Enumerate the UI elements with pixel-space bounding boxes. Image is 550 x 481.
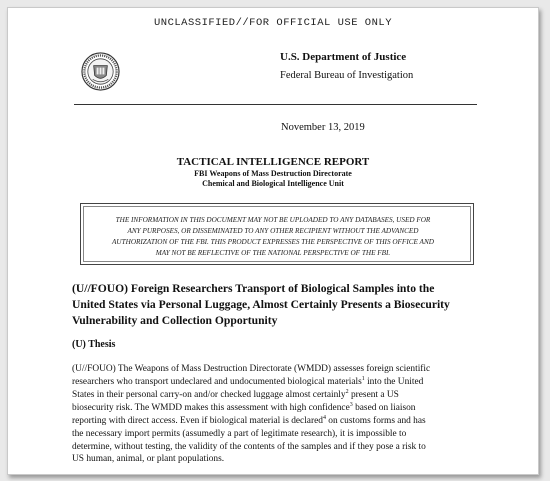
thesis-line: biosecurity risk. The WMDD makes this assessment with high confidence$^3$ based on liaison [72,401,416,413]
department-name: U.S. Department of Justice [280,51,407,63]
header-divider [74,104,477,105]
warning-line: AUTHORIZATION OF THE FBI. THIS PRODUCT EXPRESSES THE PERSPECTIVE OF THIS OFFICE AND [112,238,434,246]
headline-line: United States via Personal Luggage, Almost Certainly Presents a Biosecurity [72,298,450,311]
thesis-line: States in their personal carry-on and/or checked luggage almost certainly$^2$ present a US [72,388,399,400]
footnote-ref: 2 [345,388,349,395]
thesis-line: researchers who transport undeclared and undocumented biological materials$^1$ into the United [72,375,424,387]
report-unit: Chemical and Biological Intelligence Unit [202,179,344,188]
thesis-line: determine, without testing, the validity of the contents of the samples and if they pose a risk to [72,442,426,452]
thesis-heading: (U) Thesis [72,339,116,350]
footnote-ref: 1 [361,375,365,382]
thesis-line: reporting with direct access. Even if biological material is declared$^4$ on customs forms and has [72,414,426,426]
bureau-name: Federal Bureau of Investigation [280,70,414,81]
document-page [7,7,539,475]
headline-line: (U//FOUO) Foreign Researchers Transport of Biological Samples into the [72,282,435,295]
thesis-line: US human, animal, or plant populations. [72,454,225,464]
warning-line: THE INFORMATION IN THIS DOCUMENT MAY NOT BE UPLOADED TO ANY DATABASES, USED FOR [115,216,431,224]
report-date: November 13, 2019 [281,122,365,133]
thesis-line: the necessary import permits (assumedly a part of legitimate research), it is impossible to [72,429,407,439]
fbi-seal-icon [81,52,120,91]
classification-banner: UNCLASSIFIED//FOR OFFICIAL USE ONLY [153,17,393,29]
warning-line: MAY NOT BE REFLECTIVE OF THE NATIONAL PERSPECTIVE OF THE FBI. [155,249,391,257]
headline-line: Vulnerability and Collection Opportunity [72,314,278,327]
thesis-line: (U//FOUO) The Weapons of Mass Destruction Directorate (WMDD) assesses foreign scientific [72,364,431,374]
footnote-ref: 4 [322,414,326,421]
footnote-ref: 3 [349,401,353,408]
report-directorate: FBI Weapons of Mass Destruction Directorate [194,169,352,178]
report-title: TACTICAL INTELLIGENCE REPORT [176,156,370,168]
warning-line: ANY PURPOSES, OR DISSEMINATED TO ANY OTHER RECIPIENT WITHOUT THE ADVANCED [127,227,419,235]
